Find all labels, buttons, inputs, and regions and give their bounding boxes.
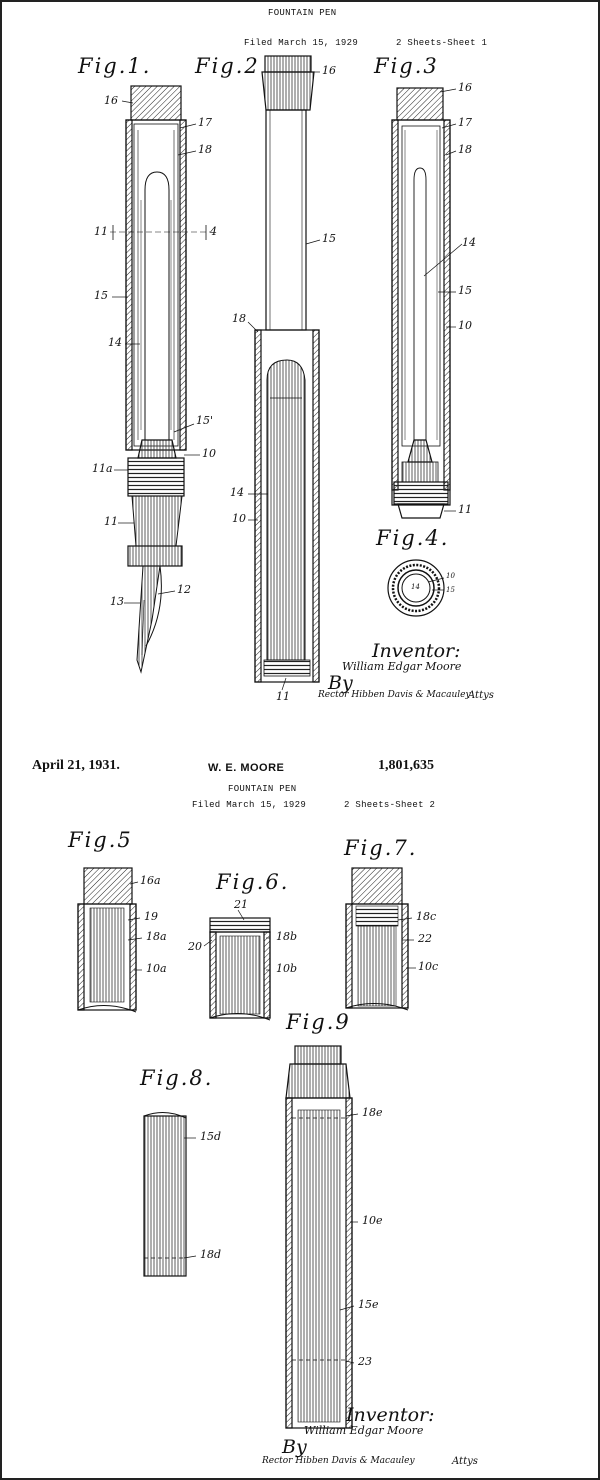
fig3-label: 11 [458,503,472,516]
sheet1-title: FOUNTAIN PEN [268,8,337,18]
fig5-title: Fig.5 [68,828,133,852]
fig5-label: 18a [146,930,167,943]
fig9-label: 10e [362,1214,383,1227]
fig3-label: 16 [458,81,472,94]
sheet2-attorneys-signature: Rector Hibben Davis & Macauley [262,1456,415,1466]
fig3-title: Fig.3 [374,54,439,78]
fig1-label: 18 [198,143,212,156]
fig3-label: 10 [458,319,472,332]
fig2-label: 14 [230,486,244,499]
fig1-label: 17 [198,116,212,129]
fig1-label: 11 [94,225,108,238]
sheet1-attorneys-signature: Rector Hibben Davis & Macauley [318,690,471,700]
fig3-label: 15 [458,284,472,297]
fig4-label: 14 [411,583,420,591]
sheet1-inventor-signature: William Edgar Moore [342,660,462,673]
fig1-label: 13 [110,595,124,608]
fig6-label: 18b [276,930,298,943]
fig9-title: Fig.9 [286,1010,351,1034]
fig1-label: 10 [202,447,216,460]
fig4-label: 15 [446,586,455,594]
sheet2-inventor: W. E. MOORE [208,762,285,774]
fig8-label: 15d [200,1130,222,1143]
fig1-label: 12 [177,583,191,596]
fig6-label: 21 [234,898,248,911]
fig4-label: 10 [446,572,455,580]
sheet2-inventor-signature: William Edgar Moore [304,1424,424,1437]
sheet2-date: April 21, 1931. [32,758,120,773]
fig7-label: 22 [418,932,432,945]
fig2-title: Fig.2 [195,54,260,78]
fig5-drawing [78,868,136,1012]
fig6-drawing [210,918,270,1020]
fig9-label: 15e [358,1298,379,1311]
fig7-label: 10c [418,960,439,973]
fig3-label: 14 [462,236,476,249]
fig5-label: 16a [140,874,161,887]
fig6-label: 20 [188,940,202,953]
sheet2-by: By [282,1436,307,1458]
fig1-label: 4 [210,225,217,238]
fig6-title: Fig.6. [216,870,290,894]
fig1-label: 11 [104,515,118,528]
fig2-label: 10 [232,512,246,525]
fig7-drawing [346,868,408,1010]
fig7-title: Fig.7. [344,836,418,860]
fig8-drawing [144,1112,186,1276]
sheet2-inventor-heading: Inventor: [346,1404,435,1426]
fig1-label: 16 [104,94,118,107]
fig1-label: 15 [94,289,108,302]
fig5-label: 19 [144,910,158,923]
sheet1-sheet-count: 2 Sheets-Sheet 1 [396,38,488,48]
sheet2-title: FOUNTAIN PEN [228,784,297,794]
fig8-title: Fig.8. [140,1066,214,1090]
fig6-label: 10b [276,962,298,975]
fig9-label: 18e [362,1106,383,1119]
fig2-label: 16 [322,64,336,77]
fig1-label: 15' [196,414,214,427]
fig1-label: 11a [92,462,113,475]
fig2-label: 18 [232,312,246,325]
sheet2-filed-date: Filed March 15, 1929 [192,800,307,810]
sheet2-patent-number: 1,801,635 [378,758,434,773]
fig7-label: 18c [416,910,437,923]
fig2-label: 11 [276,690,290,703]
fig4-title: Fig.4. [376,526,450,550]
sheet2-attys: Attys [452,1456,478,1467]
sheet1-filed-date: Filed March 15, 1929 [244,38,359,48]
sheet1-attys: Attys [468,690,494,701]
fig3-label: 18 [458,143,472,156]
fig9-drawing [286,1046,352,1428]
fig1-title: Fig.1. [78,54,152,78]
fig3-label: 17 [458,116,472,129]
fig2-label: 15 [322,232,336,245]
sheet2-sheet-count: 2 Sheets-Sheet 2 [344,800,436,810]
sheet1-inventor-heading: Inventor: [372,640,461,662]
sheet1-by: By [328,672,353,694]
fig9-label: 23 [358,1355,372,1368]
fig5-label: 10a [146,962,167,975]
fig1-label: 14 [108,336,122,349]
fig8-label: 18d [200,1248,222,1261]
